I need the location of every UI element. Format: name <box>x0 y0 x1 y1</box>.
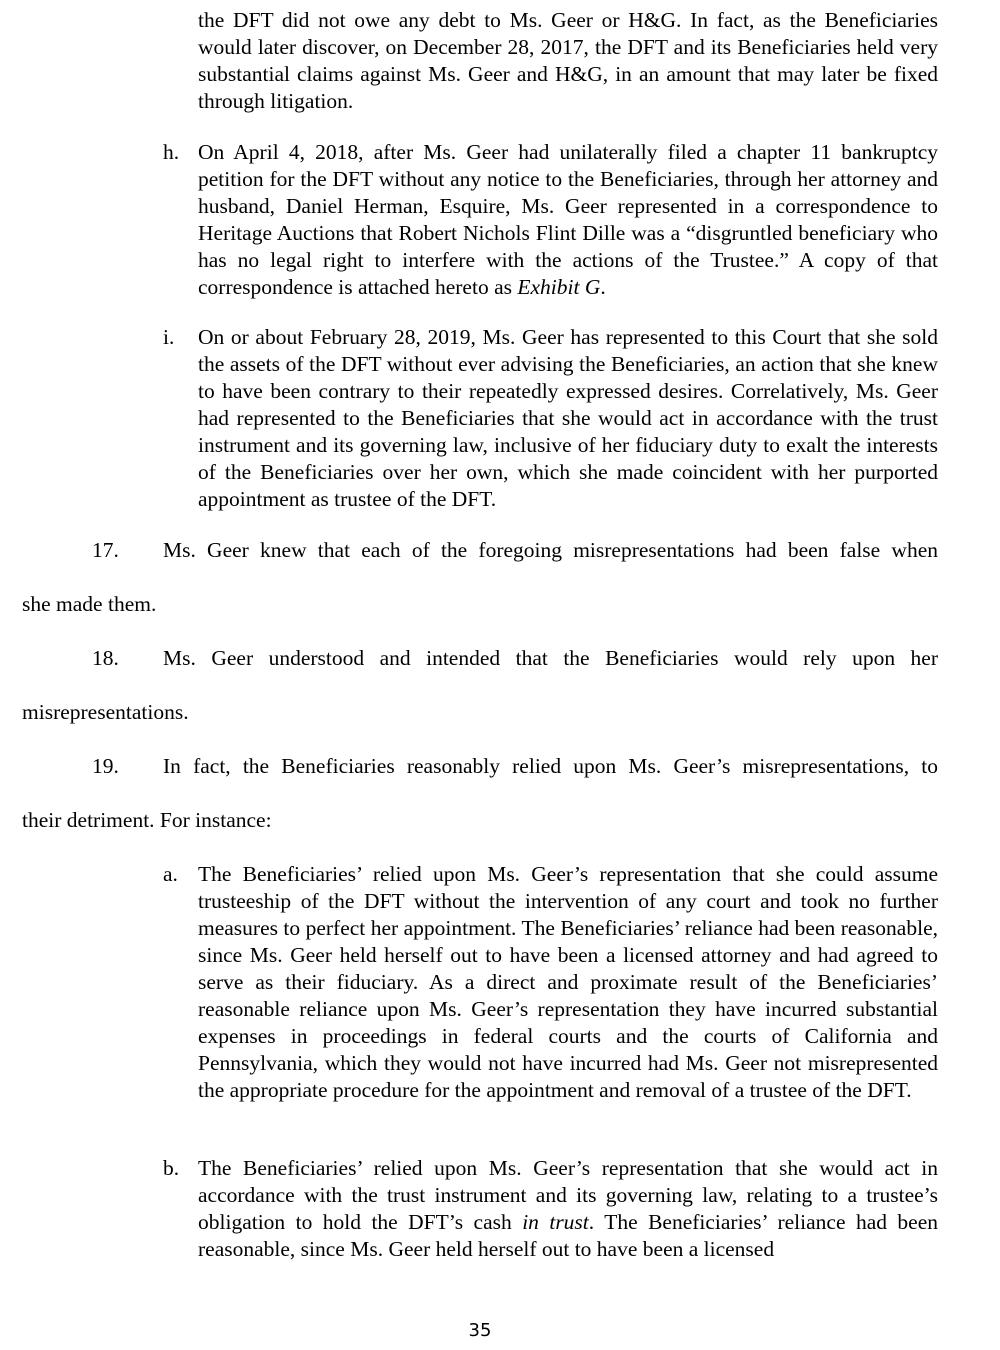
item-h-end: . <box>600 275 606 299</box>
paragraph-18-continuation: misrepresentations. <box>22 700 189 724</box>
item-h-paragraph <box>198 139 938 301</box>
paragraph-19-number: 19. <box>92 754 119 778</box>
paragraph-17-continuation: she made them. <box>22 592 157 616</box>
item-i-paragraph <box>198 324 938 513</box>
item-b-text-before: The Beneficiaries’ relied upon Ms. Geer’s representation that she would act in accordance with the trust instrument and its governing law, relating to a trustee’s obligation to hold the DFT’s cash <box>198 1156 938 1234</box>
item-b-emphasis: in trust <box>522 1210 589 1234</box>
paragraph-17-first-line: Ms. Geer knew that each of the foregoing misrepresentations had been false when <box>163 538 938 562</box>
item-b-letter: b. <box>163 1156 180 1180</box>
paragraph-19-first-line: In fact, the Beneficiaries reasonably relied upon Ms. Geer’s misrepresentations, to <box>163 754 938 778</box>
paragraph-18-first-line: Ms. Geer understood and intended that the Beneficiaries would rely upon her <box>163 646 938 670</box>
paragraph-18-number: 18. <box>92 646 119 670</box>
item-i-text: On or about February 28, 2019, Ms. Geer has represented to this Court that she sold the assets of the DFT without ever advising the Beneficiaries, an action that she knew to have been contrary to their repeatedly expressed desires. Correlatively, Ms. Geer had represented to the Beneficiaries that she would act in accordance with the trust instrument and its governing law, inclusive of her fiduciary duty to exalt the interests of the Beneficiaries over her own, which she made coincident with her purported appointment as trustee of the DFT. <box>198 325 938 511</box>
item-a-text: The Beneficiaries’ relied upon Ms. Geer’s representation that she could assume trusteeship of the DFT without the intervention of any court and took no further measures to perfect her appointment. The Beneficiaries’ reliance had been reasonable, since Ms. Geer held herself out to have been a licensed attorney and had agreed to serve as their fiduciary. As a direct and proximate result of the Beneficiaries’ reasonable reliance upon Ms. Geer’s representation they have incurred substantial expenses in proceedings in federal courts and the courts of California and Pennsylvania, which they would not have incurred had Ms. Geer not misrepresented the appropriate procedure for the appointment and removal of a trustee of the DFT. <box>198 862 938 1102</box>
item-a-paragraph <box>198 861 938 1104</box>
page-number: 35 <box>468 1320 492 1341</box>
item-i-letter: i. <box>163 325 175 349</box>
exhibit-g-reference: Exhibit G <box>517 275 601 299</box>
continuation-paragraph <box>198 7 938 115</box>
paragraph-17-number: 17. <box>92 538 119 562</box>
item-h-letter: h. <box>163 140 180 164</box>
continuation-text: the DFT did not owe any debt to Ms. Geer or H&G. In fact, as the Beneficiaries would later discover, on December 28, 2017, the DFT and its Beneficiaries held very substantial claims against Ms. Geer and H&G, in an amount that may later be fixed through litigation. <box>198 8 938 113</box>
item-a-letter: a. <box>163 862 178 886</box>
item-b-paragraph <box>198 1155 938 1263</box>
item-b-text-after: . The Beneficiaries’ reliance had been reasonable, since Ms. Geer held herself out to have been a licensed <box>198 1210 939 1261</box>
item-h-text: On April 4, 2018, after Ms. Geer had unilaterally filed a chapter 11 bankruptcy petition for the DFT without any notice to the Beneficiaries, through her attorney and husband, Daniel Herman, Esquire, Ms. Geer represented in a correspondence to Heritage Auctions that Robert Nichols Flint Dille was a “disgruntled beneficiary who has no legal right to interfere with the actions of the Trustee.” A copy of that correspondence is attached hereto as <box>198 140 938 299</box>
paragraph-19-continuation: their detriment. For instance: <box>22 808 272 832</box>
